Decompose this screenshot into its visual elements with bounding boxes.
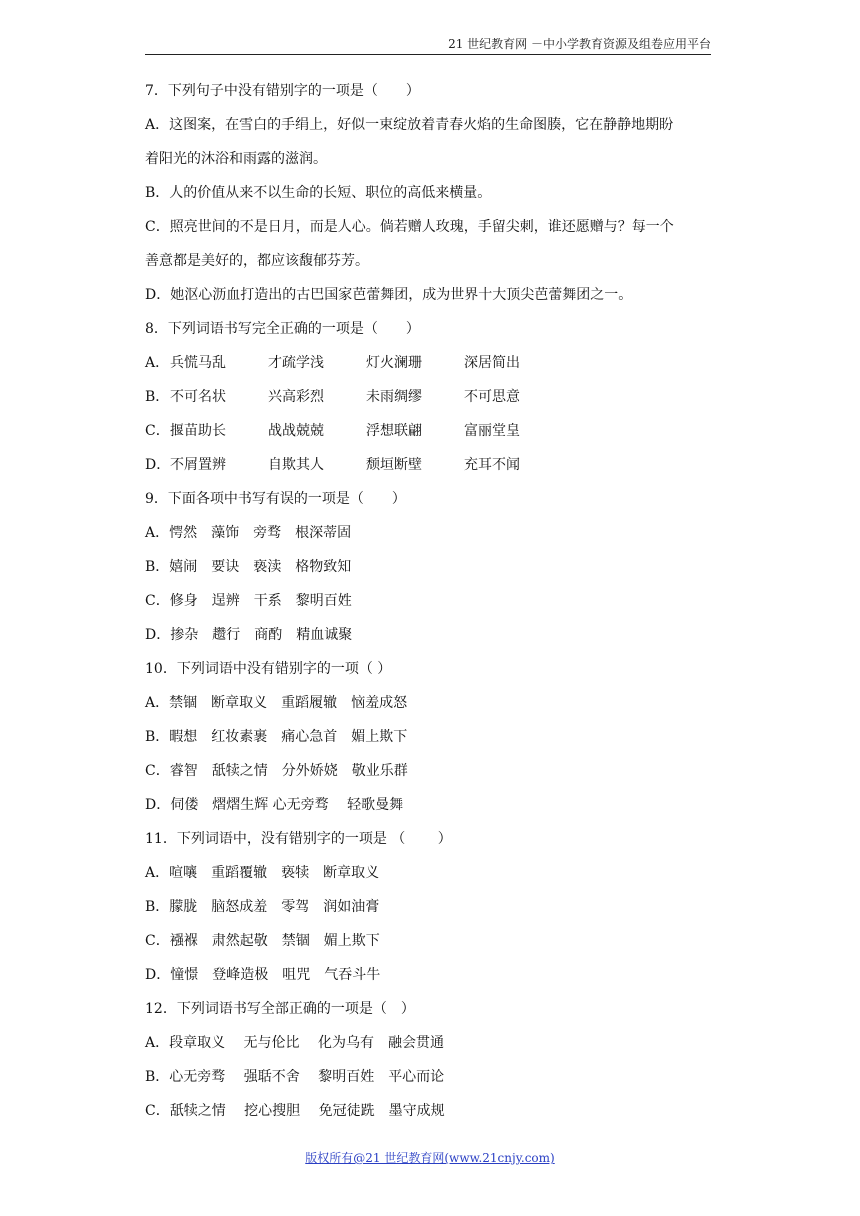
option-word: 不可名状: [170, 389, 226, 405]
question-line: A．愕然 藻饰 旁骛 根深蒂固: [145, 525, 352, 541]
page-header: [145, 36, 711, 55]
option-row: [145, 454, 725, 488]
question-line: B．暇想 红妆素裹 痛心急首 媚上欺下: [145, 729, 408, 745]
option-word: 不屑置辨: [170, 457, 226, 473]
question-line: D．她沤心沥血打造出的古巴国家芭蕾舞团，成为世界十大顶尖芭蕾舞团之一。: [145, 287, 633, 303]
question-line: B．朦胧 脑怒成羞 零驾 润如油膏: [145, 899, 380, 915]
option-word: 兴高彩烈: [268, 389, 324, 405]
question-line: A．喧嚷 重蹈覆辙 亵犊 断章取义: [145, 865, 380, 881]
option-word: 战战兢兢: [268, 423, 324, 439]
option-label: A．: [145, 355, 170, 371]
question-line: C．襁褓 肃然起敬 禁锢 媚上欺下: [145, 933, 380, 949]
question-line: 11．下列词语中，没有错别字的一项是 （ ）: [145, 831, 452, 847]
option-label: D．: [145, 457, 171, 473]
question-line: A．这图案，在雪白的手绢上，好似一束绽放着青春火焰的生命图腠，它在静静地期盼: [145, 117, 674, 133]
option-word: 才疏学浅: [268, 355, 324, 371]
option-word: 深居简出: [464, 355, 520, 371]
copyright-link[interactable]: [0, 1149, 860, 1166]
question-line: 着阳光的沐浴和雨露的滋润。: [145, 151, 327, 167]
option-row: [145, 386, 725, 420]
question-line: B．人的价值从来不以生命的长短、职位的高低来横量。: [145, 185, 492, 201]
question-line: 善意都是美好的，都应该馥郁芬芳。: [145, 253, 369, 269]
question-line: B．嬉闹 要诀 亵渎 格物致知: [145, 559, 352, 575]
option-label: B．: [145, 389, 170, 405]
option-word: 未雨绸缪: [366, 389, 422, 405]
option-word: 自欺其人: [268, 457, 324, 473]
question-line: 7．下列句子中没有错别字的一项是（ ）: [145, 83, 420, 99]
option-word: 揠苗助长: [170, 423, 226, 439]
footer-text: 版权所有@21 世纪教育网(www.21cnjy.com): [305, 1151, 555, 1165]
question-line: 12．下列词语书写全部正确的一项是（ ）: [145, 1001, 415, 1017]
option-word: 充耳不闻: [464, 457, 520, 473]
option-word: 富丽堂皇: [464, 423, 520, 439]
question-line: 9．下面各项中书写有误的一项是（ ）: [145, 491, 406, 507]
question-line: C．睿智 舐犊之情 分外娇娆 敬业乐群: [145, 763, 408, 779]
question-content: [145, 80, 725, 1134]
option-row: [145, 352, 725, 386]
question-line: D．伺偻 熠熠生辉 心无旁骛 轻歌曼舞: [145, 797, 404, 813]
option-word: 浮想联翩: [366, 423, 422, 439]
question-line: B．心无旁骛 强聒不舍 黎明百姓 平心而论: [145, 1069, 445, 1085]
question-line: D．掺杂 趱行 商酌 精血诚聚: [145, 627, 353, 643]
question-line: C．照亮世间的不是日月，而是人心。倘若赠人玫瑰，手留尖刺，谁还愿赠与？每一个: [145, 219, 674, 235]
option-label: C．: [145, 423, 170, 439]
option-word: 兵慌马乱: [170, 355, 226, 371]
question-line: C．舐犊之情 挖心搜胆 免冠徒跣 墨守成规: [145, 1103, 445, 1119]
question-line: D．憧憬 登峰造极 咀咒 气吞斗牛: [145, 967, 381, 983]
option-word: 灯火澜珊: [366, 355, 422, 371]
question-line: 10．下列词语中没有错别字的一项（ ）: [145, 661, 392, 677]
option-word: 不可思意: [464, 389, 520, 405]
question-line: 8．下列词语书写完全正确的一项是（ ）: [145, 321, 420, 337]
question-line: A．禁锢 断章取义 重蹈履辙 恼羞成怒: [145, 695, 408, 711]
option-row: [145, 420, 725, 454]
question-line: C．修身 逞辨 干系 黎明百姓: [145, 593, 352, 609]
header-text: 21 世纪教育网 －中小学教育资源及组卷应用平台: [448, 37, 711, 51]
question-line: A．段章取义 无与伦比 化为乌有 融会贯通: [145, 1035, 445, 1051]
option-word: 颓垣断壁: [366, 457, 422, 473]
